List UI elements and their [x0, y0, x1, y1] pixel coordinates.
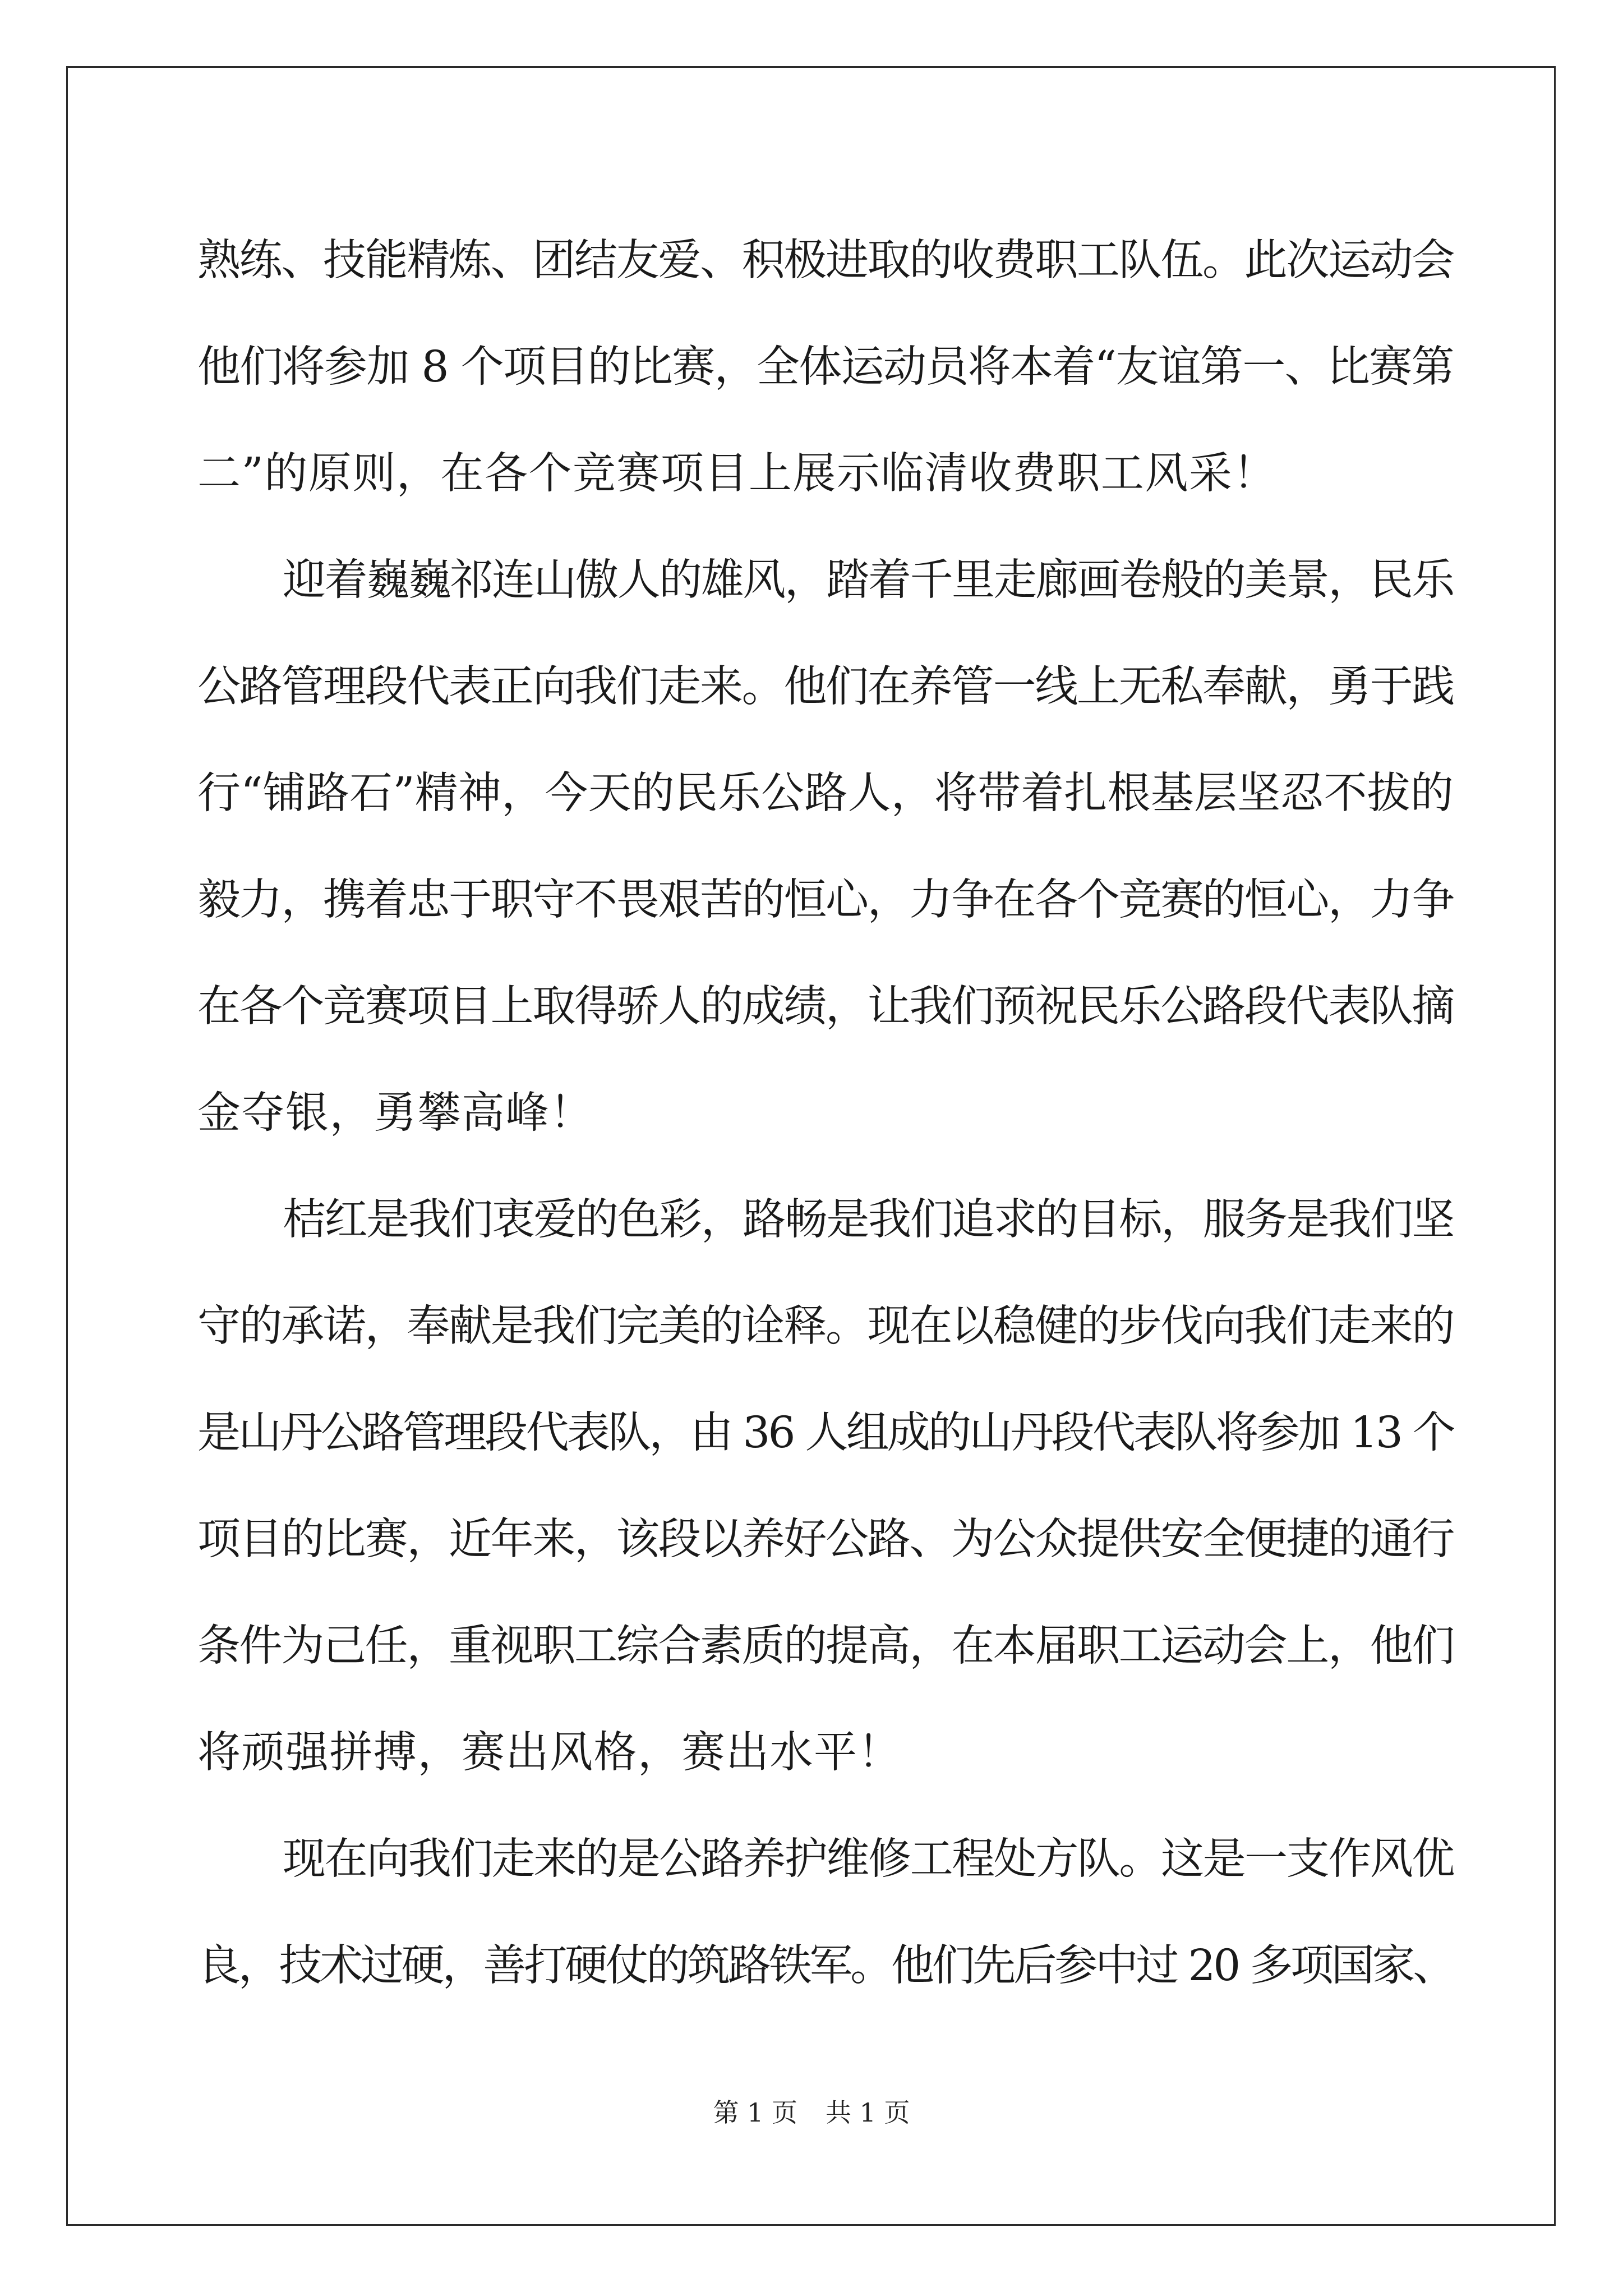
text-line-11: 守的承诺，奉献是我们完美的诠释。现在以稳健的步伐向我们走来的 — [197, 1301, 1454, 1351]
page-footer — [0, 2096, 1623, 2129]
text-line-12: 是山丹公路管理段代表队，由 36 人组成的山丹段代表队将参加 13 个 — [197, 1408, 1454, 1458]
text-line-17: 良，技术过硬，善打硬仗的筑路铁军。他们先后参中过 20 多项国家、 — [197, 1941, 1454, 1991]
page-number: 第 1 页 — [713, 2097, 797, 2128]
text-line-15: 将顽强拼搏，赛出风格，赛出水平！ — [197, 1728, 902, 1778]
text-line-7: 毅力，携着忠于职守不畏艰苦的恒心，力争在各个竞赛的恒心，力争 — [197, 875, 1454, 925]
text-line-14: 条件为己任，重视职工综合素质的提高，在本届职工运动会上，他们 — [197, 1621, 1454, 1671]
document-body — [197, 208, 1454, 2019]
text-line-10: 桔红是我们衷爱的色彩，路畅是我们追求的目标，服务是我们坚 — [283, 1195, 1454, 1245]
text-line-6: 行“铺路石”精神，今天的民乐公路人，将带着扎根基层坚忍不拔的 — [197, 769, 1454, 818]
text-line-5: 公路管理段代表正向我们走来。他们在养管一线上无私奉献，勇于践 — [197, 662, 1454, 712]
page-total: 共 1 页 — [826, 2097, 910, 2128]
text-line-1: 熟练、技能精炼、团结友爱、积极进取的收费职工队伍。此次运动会 — [197, 236, 1454, 286]
text-line-2: 他们将参加 8 个项目的比赛，全体运动员将本着“友谊第一、比赛第 — [197, 342, 1454, 392]
text-line-16: 现在向我们走来的是公路养护维修工程处方队。这是一支作风优 — [283, 1834, 1454, 1884]
text-line-9: 金夺银，勇攀高峰！ — [197, 1088, 594, 1138]
text-line-3: 二”的原则，在各个竞赛项目上展示临清收费职工风采！ — [197, 449, 1277, 499]
text-line-8: 在各个竞赛项目上取得骄人的成绩，让我们预祝民乐公路段代表队摘 — [197, 982, 1454, 1032]
text-line-4: 迎着巍巍祁连山傲人的雄风，踏着千里走廊画卷般的美景，民乐 — [283, 555, 1454, 605]
text-line-13: 项目的比赛，近年来，该段以养好公路、为公众提供安全便捷的通行 — [197, 1515, 1454, 1565]
